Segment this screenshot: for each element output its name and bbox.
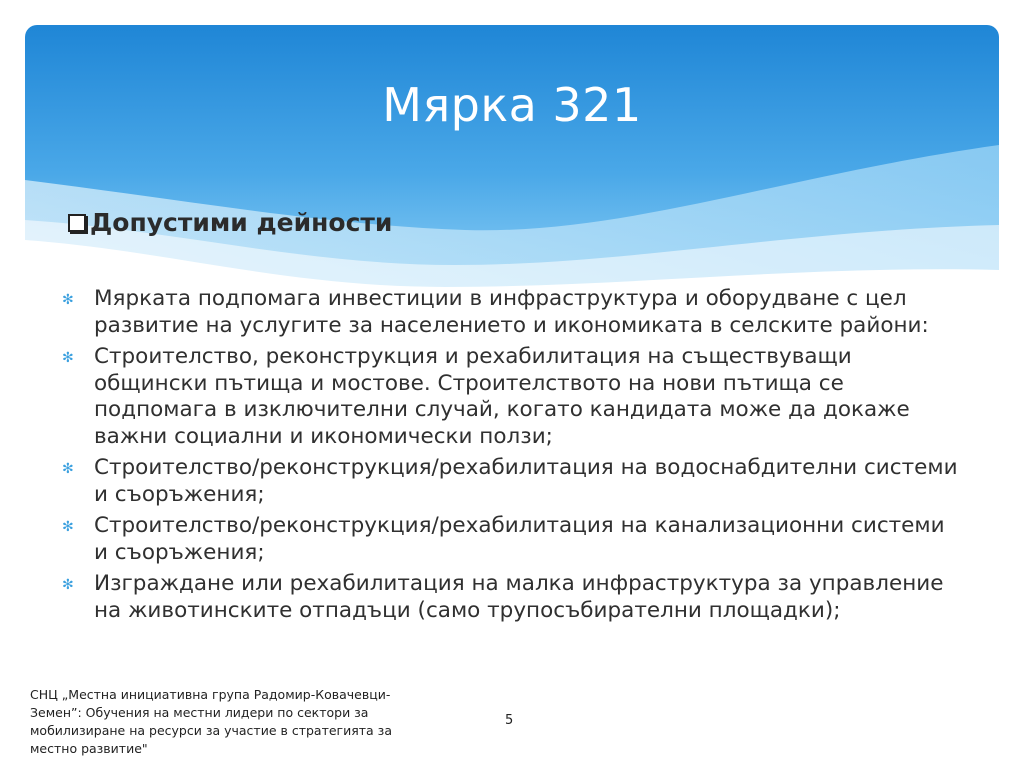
list-item (62, 455, 962, 508)
asterisk-icon: ✻ (62, 350, 74, 366)
checkbox-icon (68, 214, 86, 232)
header-wave-graphic (25, 25, 999, 295)
section-heading (68, 208, 392, 237)
list-item-text: Изграждане или рехабилитация на малка инфраструктура за управление на животинските отпадъци (само трупосъбирателни площадки); (94, 571, 944, 623)
bullet-list (62, 286, 962, 629)
asterisk-icon: ✻ (62, 292, 74, 308)
list-item-text: Строителство/реконструкция/рехабилитация на водоснабдителни системи и съоръжения; (94, 455, 958, 507)
asterisk-icon: ✻ (62, 577, 74, 593)
footer-text: СНЦ „Местна инициативна група Радомир-Ковачевци-Земен”: Обучения на местни лидери по сектори за мобилизиране на ресурси за участие в стратегията за местно развитие" (30, 687, 392, 756)
list-item-text: Мярката подпомага инвестиции в инфраструктура и оборудване с цел развитие на услугите за населението и икономиката в селските райони: (94, 286, 929, 338)
header-band (25, 25, 999, 295)
asterisk-icon: ✻ (62, 519, 74, 535)
list-item (62, 513, 962, 566)
slide-title: Мярка 321 (382, 78, 642, 132)
list-item (62, 571, 962, 624)
list-item-text: Строителство/реконструкция/рехабилитация на канализационни системи и съоръжения; (94, 513, 945, 565)
list-item (62, 344, 962, 450)
page-number: 5 (505, 713, 514, 728)
list-item (62, 286, 962, 339)
asterisk-icon: ✻ (62, 461, 74, 477)
list-item-text: Строителство, реконструкция и рехабилитация на съществуващи общински пътища и мостове. Строителството на нови пътища се подпомага в изключителни случай, когато кандидата може да докаже важни социални и икономически ползи; (94, 344, 910, 449)
section-heading-text: Допустими дейности (90, 208, 393, 237)
